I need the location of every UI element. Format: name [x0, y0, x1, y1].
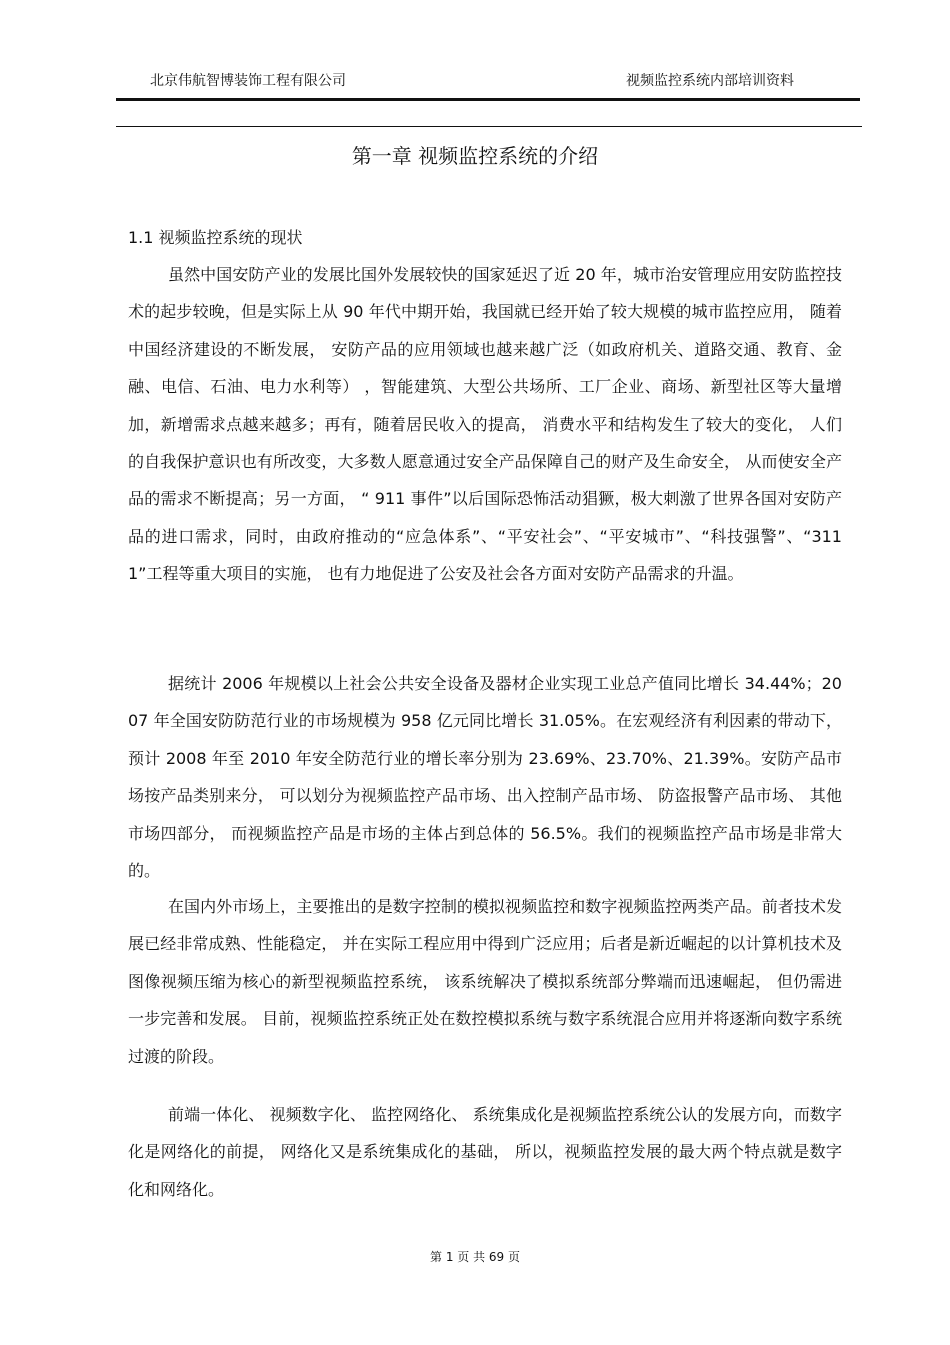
paragraph-2: 据统计 2006 年规模以上社会公共安全设备及器材企业实现工业总产值同比增长 34.44%；2007 年全国安防防范行业的市场规模为 958 亿元同比增长 31.05%。在宏观经济有利因素的带动下，预计 2008 年至 2010 年安全防范行业的增长率分别为 23.69%、23.70%、21.39%。安防产品市场按产品类别来分， 可以划分为视频监控产品市场、出入控制产品市场、 防盗报警产品市场、 其他市场四部分， 而视频监控产品是市场的主体占到总体的 56.5%。我们的视频监控产品市场是非常大的。 [128, 674, 842, 881]
header-rule-thick [116, 98, 860, 101]
header-rule-thin [116, 126, 862, 127]
chapter-title: 第一章 视频监控系统的介绍 [351, 144, 599, 168]
section-title: 1.1 视频监控系统的现状 [128, 228, 303, 247]
paragraph-4: 前端一体化、 视频数字化、 监控网络化、 系统集成化是视频监控系统公认的发展方向，而数字化是网络化的前提， 网络化又是系统集成化的基础， 所以，视频监控发展的最大两个特点就是数字化和网络化。 [128, 1105, 842, 1199]
paragraph-3: 在国内外市场上，主要推出的是数字控制的模拟视频监控和数字视频监控两类产品。前者技术发展已经非常成熟、性能稳定， 并在实际工程应用中得到广泛应用；后者是新近崛起的以计算机技术及图像视频压缩为核心的新型视频监控系统， 该系统解决了模拟系统部分弊端而迅速崛起， 但仍需进一步完善和发展。 目前，视频监控系统正处在数控模拟系统与数字系统混合应用并将逐渐向数字系统过渡的阶段。 [128, 897, 842, 1066]
page-footer: 第 1 页 共 69 页 [430, 1250, 520, 1264]
paragraph-1: 虽然中国安防产业的发展比国外发展较快的国家延迟了近 20 年，城市治安管理应用安防监控技术的起步较晚，但是实际上从 90 年代中期开始，我国就已经开始了较大规模的城市监控应用， 随着中国经济建设的不断发展， 安防产品的应用领域也越来越广泛（如政府机关、道路交通、教育、金融、电信、石油、电力水利等） ，智能建筑、大型公共场所、工厂企业、商场、新型社区等大量增加，新增需求点越来越多；再有，随着居民收入的提高， 消费水平和结构发生了较大的变化， 人们的自我保护意识也有所改变，大多数人愿意通过安全产品保障自己的财产及生命安全， 从而使安全产品的需求不断提高；另一方面， “ 911 事件”以后国际恐怖活动猖獗，极大刺激了世界各国对安防产品的进口需求，同时，由政府推动的“应急体系”、“平安社会”、“平安城市”、“科技强警”、“3111”工程等重大项目的实施， 也有力地促进了公安及社会各方面对安防产品需求的升温。 [128, 265, 842, 584]
header-doc-title: 视频监控系统内部培训资料 [626, 73, 794, 89]
header-company: 北京伟航智博装饰工程有限公司 [150, 73, 346, 89]
